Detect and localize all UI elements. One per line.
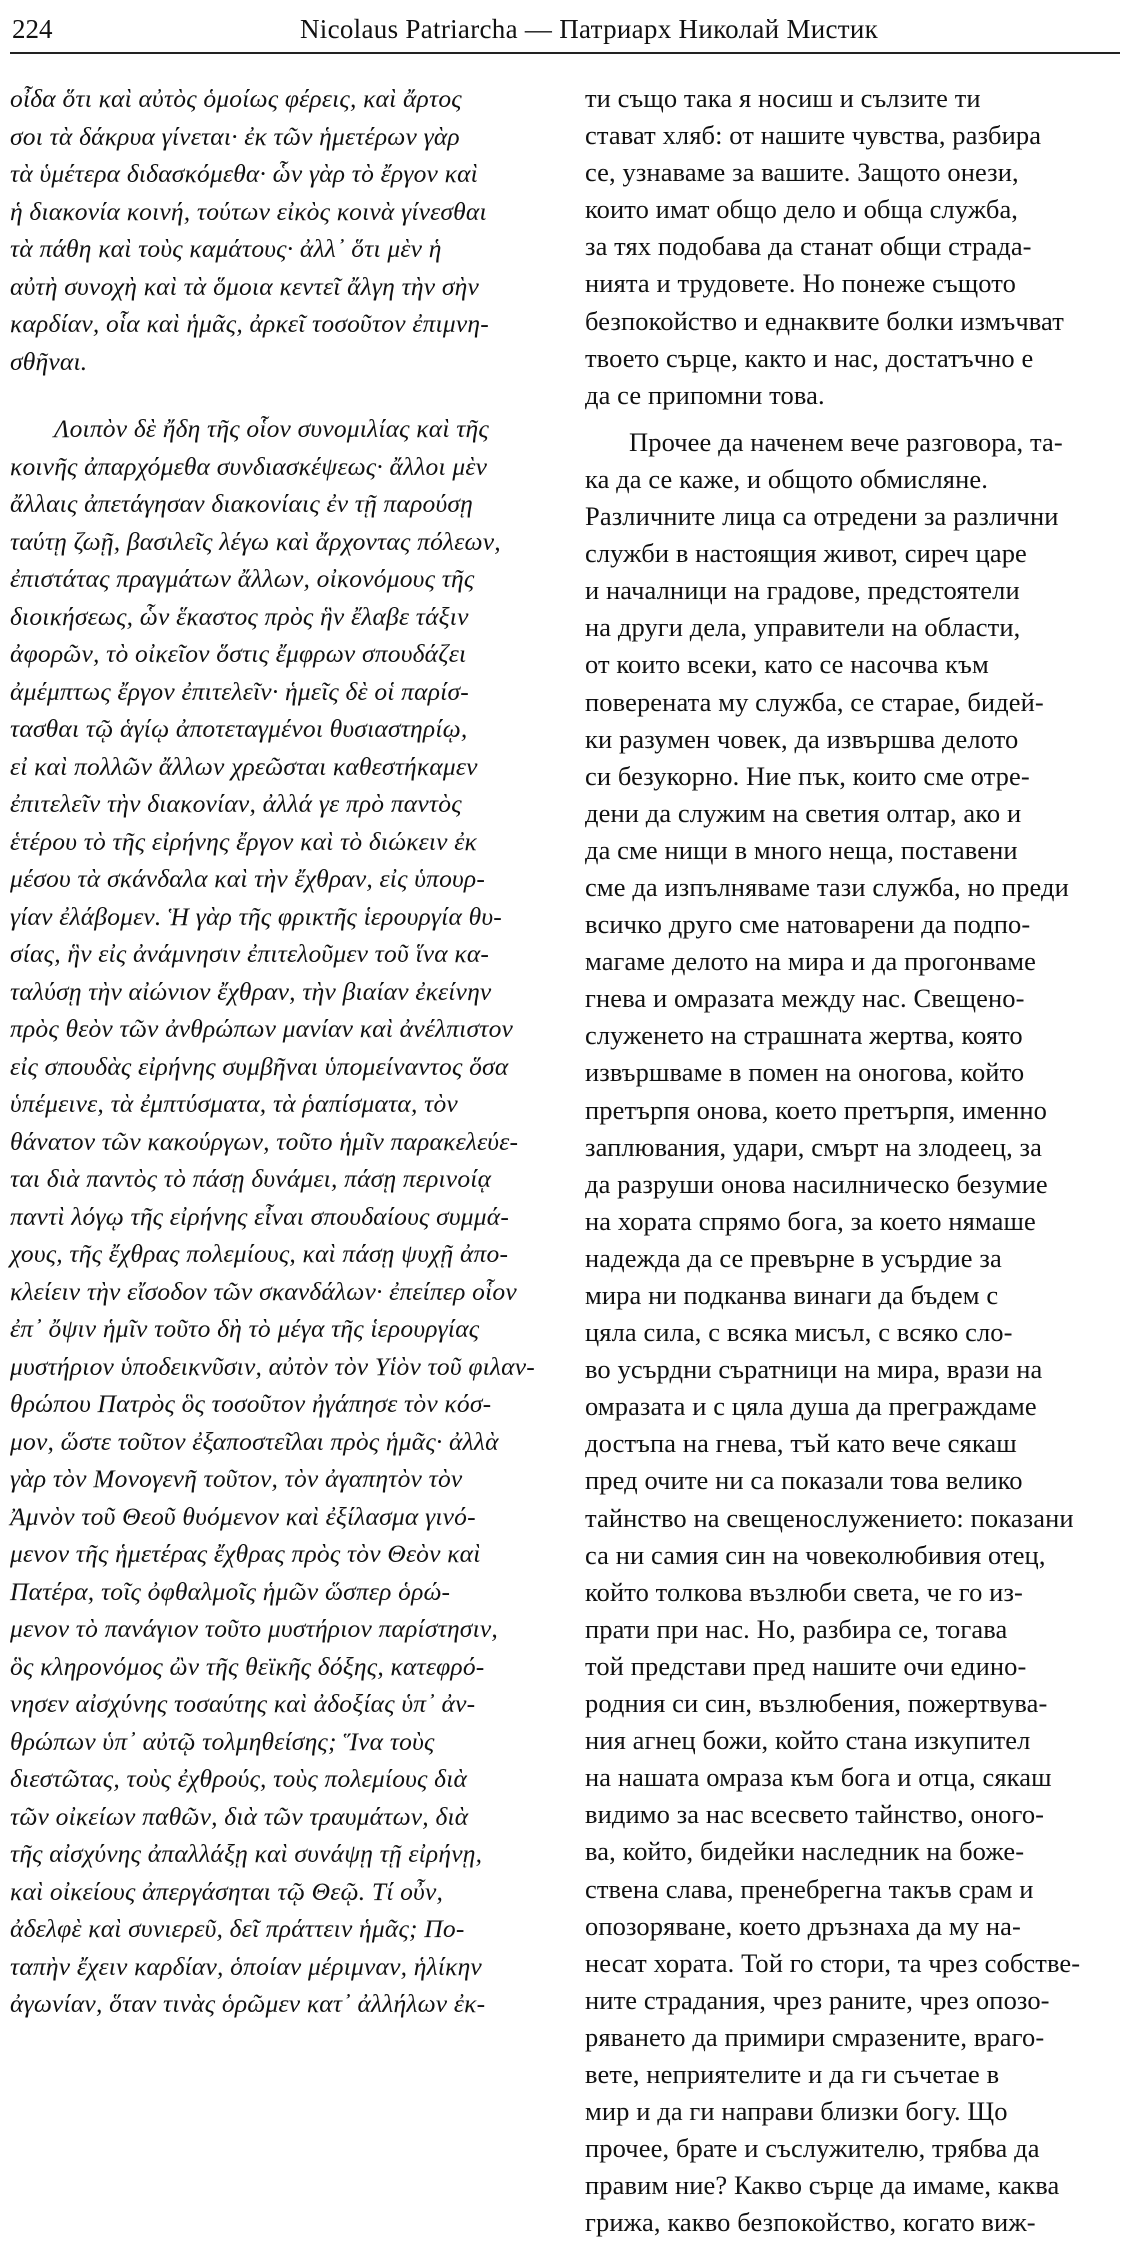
text-line: τῆς αἰσχύνης ἀπαλλάξῃ καὶ συνάψῃ τῇ εἰρήνῃ, bbox=[10, 1839, 483, 1868]
text-line: цяла сила, с всяка мисъл, с всяко сло- bbox=[585, 1317, 1013, 1348]
paragraph-gap bbox=[585, 414, 1130, 424]
text-line: да разруши онова насилническо безумие bbox=[585, 1168, 1048, 1199]
text-line: χους, τῆς ἔχθρας πολεμίους, καὶ πάσῃ ψυχῇ ἀπο- bbox=[10, 1239, 509, 1268]
text-line: ка да се каже, и общото обмисляне. bbox=[585, 463, 988, 494]
text-line: μενον τῆς ἡμετέρας ἔχθρας πρὸς τὸν Θεὸν καὶ bbox=[10, 1539, 481, 1568]
text-line: родния си син, възлюбения, пожертвува- bbox=[585, 1688, 1048, 1719]
header-rule bbox=[10, 52, 1120, 54]
text-line: γίαν ἐλάβομεν. Ἡ γὰρ τῆς φρικτῆς ἱερουργία θυ- bbox=[10, 901, 502, 931]
greek-column bbox=[10, 80, 565, 2018]
text-line: мир и да ги направи близки богу. Що bbox=[585, 2096, 1008, 2127]
text-line: да сме нищи в много неща, поставени bbox=[585, 834, 1018, 865]
text-line: παντὶ λόγῳ τῆς εἰρήνης εἶναι σπουδαίους συμμά- bbox=[10, 1201, 510, 1231]
text-line: магаме делото на мира и да прогонваме bbox=[585, 946, 1036, 977]
bulgarian-column bbox=[585, 80, 1130, 2238]
text-line: γὰρ τὸν Μονογενῆ τοῦτον, τὸν ἀγαπητὸν τὸν bbox=[10, 1464, 463, 1493]
text-line: за тях подобава да станат общи страда- bbox=[585, 231, 1032, 262]
text-line: нията и трудовете. Но понеже същото bbox=[585, 268, 1016, 299]
text-line: дени да служим на светия олтар, ако и bbox=[585, 797, 1022, 828]
greek-paragraph-2 bbox=[10, 410, 565, 2023]
text-line: и началници на градове, предстоятели bbox=[585, 575, 1020, 606]
text-line: си безукорно. Ние пък, които сме отре- bbox=[585, 760, 1030, 791]
text-line: διεστῶτας, τοὺς ἐχθρούς, τοὺς πολεμίους διὰ bbox=[10, 1764, 468, 1793]
text-line: μον, ὥστε τοῦτον ἐξαποστεῖλαι πρὸς ἡμᾶς· ἀλλὰ bbox=[10, 1426, 499, 1456]
text-line: ния агнец божи, който стана изкупител bbox=[585, 1725, 1031, 1756]
text-line: ἐπ᾽ ὄψιν ἡμῖν τοῦτο δὴ τὸ μέγα τῆς ἱερουργίας bbox=[10, 1314, 480, 1343]
text-line: Πατέρα, τοῖς ὀφθαλμοῖς ἡμῶν ὥσπερ ὁρώ- bbox=[10, 1576, 451, 1606]
text-line: μυστήριον ὑποδεικνῦσιν, αὐτὸν τὸν Υἱὸν τοῦ φιλαν- bbox=[10, 1351, 535, 1381]
page-number: 224 bbox=[12, 14, 53, 44]
text-line: Различните лица са отредени за различни bbox=[585, 501, 1059, 532]
text-line: τασθαι τῷ ἁγίῳ ἀποτεταγμένοι θυσιαστηρίῳ, bbox=[10, 714, 468, 743]
text-line: видимо за нас всесвето тайнство, оного- bbox=[585, 1799, 1045, 1830]
text-line: прочее, брате и съслужителю, трябва да bbox=[585, 2133, 1040, 2164]
text-line: всичко друго сме натоварени да подпо- bbox=[585, 909, 1031, 940]
text-line: θρώπων ὑπ᾽ αὐτῷ τολμηθείσης; Ἵνα τοὺς bbox=[10, 1726, 435, 1756]
text-line: се, узнаваме за вашите. Защото онези, bbox=[585, 157, 1019, 188]
text-line: διοικήσεως, ὧν ἕκαστος πρὸς ἣν ἔλαβε τάξιν bbox=[10, 601, 469, 631]
paragraph-gap bbox=[10, 380, 565, 410]
text-line: ἐπιτελεῖν τὴν διακονίαν, ἀλλά γε πρὸ παντὸς bbox=[10, 789, 462, 818]
text-line: ἀδελφὲ καὶ συνιερεῦ, δεῖ πράττειν ἡμᾶς; Πο- bbox=[10, 1914, 465, 1943]
text-line: μέσου τὰ σκάνδαλα καὶ τὴν ἔχθραν, εἰς ὑπουρ- bbox=[10, 864, 486, 893]
text-line: служби в настоящия живот, сиреч царе bbox=[585, 538, 1027, 569]
text-line: твоето сърце, както и нас, достатъчно е bbox=[585, 342, 1034, 373]
text-line: εἰ καὶ πολλῶν ἄλλων χρεῶσται καθεστήκαμεν bbox=[10, 751, 478, 781]
text-line: τὰ πάθη καὶ τοὺς καμάτους· ἀλλ᾽ ὅτι μὲν ἡ bbox=[10, 234, 442, 263]
text-line: ἀφορῶν, τὸ οἰκεῖον ὅστις ἔμφρων σπουδάζει bbox=[10, 639, 467, 668]
text-line: грижа, какво безпокойство, когато виж- bbox=[585, 2207, 1036, 2238]
text-line: са ни самия син на човеколюбивия отец, bbox=[585, 1539, 1046, 1570]
text-line: εἰς σπουδὰς εἰρήνης συμβῆναι ὑπομείναντος ὅσα bbox=[10, 1051, 509, 1081]
text-line: извършваме в помен на оногова, който bbox=[585, 1057, 1025, 1088]
text-line: на хората спрямо бога, за което нямаше bbox=[585, 1205, 1036, 1236]
text-line: претърпя онова, което претърпя, именно bbox=[585, 1094, 1048, 1125]
text-line: ните страдания, чрез раните, чрез опозо- bbox=[585, 1984, 1050, 2015]
greek-paragraph-1 bbox=[10, 80, 565, 380]
text-line: τῶν οἰκείων παθῶν, διὰ τῶν τραυμάτων, διὰ bbox=[10, 1801, 469, 1831]
text-line: от които всеки, като се насочва към bbox=[585, 649, 989, 680]
text-line: ἀμέμπτως ἔργον ἐπιτελεῖν· ἡμεῖς δὲ οἱ παρίσ- bbox=[10, 676, 469, 706]
text-line: гнева и омразата между нас. Свещено- bbox=[585, 983, 1025, 1014]
text-line: во усърдни съратници на мира, врази на bbox=[585, 1354, 1043, 1385]
text-line: ἡ διακονία κοινή, τούτων εἰκὸς κοινὰ γίνεσθαι bbox=[10, 196, 487, 226]
text-line: който толкова възлюби света, че го из- bbox=[585, 1576, 1023, 1607]
text-line: αὐτὴ συνοχὴ καὶ τὰ ὅμοια κεντεῖ ἄλγη τὴν σὴν bbox=[10, 271, 479, 301]
text-line: θάνατον τῶν κακούργων, τοῦτο ἡμῖν παρακελεύε- bbox=[10, 1126, 519, 1156]
text-line: θρώπου Πατρὸς ὃς τοσοῦτον ἠγάπησε τὸν κόσ- bbox=[10, 1389, 492, 1418]
text-line: ἀγωνίαν, ὅταν τινὰς ὁρῶμεν κατ᾽ ἀλλήλων ἐκ- bbox=[10, 1989, 486, 2018]
text-line: безпокойство и еднаквите болки измъчват bbox=[585, 305, 1064, 336]
text-line: Ἀμνὸν τοῦ Θεοῦ θυόμενον καὶ ἐξίλασμα γινό- bbox=[10, 1501, 476, 1531]
text-line: заплювания, удари, смърт на злодеец, за bbox=[585, 1131, 1042, 1162]
text-line: мира ни подканва винаги да бъдем с bbox=[585, 1280, 999, 1310]
text-line: на други дела, управители на области, bbox=[585, 612, 1021, 643]
text-line: ἑτέρου τὸ τῆς εἰρήνης ἔργον καὶ τὸ διώκειν ἐκ bbox=[10, 826, 477, 856]
text-line: μενον τὸ πανάγιον τοῦτο μυστήριον παρίστησιν, bbox=[10, 1614, 498, 1643]
text-line: опозоряване, което дръзнаха да му на- bbox=[585, 1910, 1021, 1941]
text-line: ва, който, бидейки наследник на боже- bbox=[585, 1836, 1025, 1867]
text-line: κοινῆς ἀπαρχόμεθα συνδιασκέψεως· ἄλλοι μὲν bbox=[10, 451, 488, 481]
text-line: ταύτῃ ζωῇ, βασιλεῖς λέγω καὶ ἄρχοντας πόλεων, bbox=[10, 526, 501, 556]
text-line: καρδίαν, οἷα καὶ ἡμᾶς, ἀρκεῖ τοσοῦτον ἐπιμνη- bbox=[10, 309, 489, 338]
text-line: поверената му служба, се старае, бидей- bbox=[585, 686, 1044, 717]
text-line: тайнство на свещенослужението: показани bbox=[585, 1502, 1074, 1533]
bulgarian-paragraph-2 bbox=[585, 424, 1130, 2241]
text-line: които имат общо дело и обща служба, bbox=[585, 194, 1019, 225]
text-line: той представи пред нашите очи едино- bbox=[585, 1650, 1027, 1681]
text-line: прати при нас. Но, разбира се, тогава bbox=[585, 1613, 1008, 1644]
text-line: ἄλλαις ἀπετάγησαν διακονίαις ἐν τῇ παρούσῃ bbox=[10, 489, 474, 518]
text-line: ταπὴν ἔχειν καρδίαν, ὁποίαν μέριμναν, ἡλίκην bbox=[10, 1951, 482, 1981]
text-line: ὑπέμεινε, τὰ ἐμπτύσματα, τὰ ῥαπίσματα, τὸν bbox=[10, 1089, 458, 1118]
text-line: несат хората. Той го стори, та чрез собстве- bbox=[585, 1947, 1081, 1978]
running-head: Nicolaus Patriarcha — Патриарх Николай Мистик bbox=[300, 14, 879, 44]
bulgarian-paragraph-1 bbox=[585, 80, 1130, 414]
text-line: да се припомни това. bbox=[585, 379, 825, 410]
text-line: сме да изпълняваме тази служба, но преди bbox=[585, 871, 1069, 902]
text-line: νησεν αἰσχύνης τοσαύτης καὶ ἀδοξίας ὑπ᾽ ἀν- bbox=[10, 1689, 476, 1718]
text-line: надежда да се превърне в усърдие за bbox=[585, 1242, 1002, 1273]
text-line: ряването да примири смразените, враго- bbox=[585, 2021, 1045, 2052]
text-line: τὰ ὑμέτερα διδασκόμεθα· ὧν γὰρ τὸ ἔργον καὶ bbox=[10, 159, 478, 188]
text-line: омразата и с цяла душа да преграждаме bbox=[585, 1391, 1037, 1422]
text-line: Λοιπὸν δὲ ἤδη τῆς οἷον συνομιλίας καὶ τῆς bbox=[54, 414, 489, 443]
text-line: достъпа на гнева, тъй като вече сякаш bbox=[585, 1428, 1017, 1459]
text-line: ти също така я носиш и сълзите ти bbox=[585, 83, 981, 113]
text-line: служенето на страшната жертва, която bbox=[585, 1020, 1023, 1051]
text-line: ὃς κληρονόμος ὢν τῆς θεϊκῆς δόξης, κατεφρό- bbox=[10, 1651, 485, 1681]
page-header bbox=[0, 0, 1140, 60]
text-line: вете, неприятелите и да ги съчетае в bbox=[585, 2058, 1000, 2089]
text-line: ствена слава, пренебрегна такъв срам и bbox=[585, 1873, 1034, 1904]
text-line: стават хляб: от нашите чувства, разбира bbox=[585, 120, 1042, 151]
text-line: σθῆναι. bbox=[10, 346, 88, 376]
text-line: Прочее да начeнем вече разговора, та- bbox=[629, 426, 1063, 457]
text-line: ται διὰ παντὸς τὸ πάσῃ δυνάμει, πάσῃ περινοίᾳ bbox=[10, 1164, 492, 1193]
text-line: ταλύσῃ τὴν αἰώνιον ἔχθραν, τὴν βιαίαν ἐκείνην bbox=[10, 976, 492, 1006]
text-line: ки разумен човек, да извършва делото bbox=[585, 723, 1019, 754]
text-line: κλείειν τὴν εἴσοδον τῶν σκανδάλων· ἐπείπερ οἷον bbox=[10, 1276, 517, 1306]
text-line: σοι τὰ δάκρυα γίνεται· ἐκ τῶν ἡμετέρων γὰρ bbox=[10, 121, 460, 151]
text-line: ἐπιστάτας πραγμάτων ἄλλων, οἰκονόμους τῆς bbox=[10, 564, 475, 593]
text-line: правим ние? Какво сърце да имаме, каква bbox=[585, 2170, 1060, 2201]
text-line: πρὸς θεὸν τῶν ἀνθρώπων μανίαν καὶ ἀνέλπιστον bbox=[10, 1014, 514, 1043]
text-line: σίας, ἣν εἰς ἀνάμνησιν ἐπιτελοῦμεν τοῦ ἵνα κα- bbox=[10, 939, 490, 968]
text-line: οἶδα ὅτι καὶ αὐτὸς ὁμοίως φέρεις, καὶ ἄρτος bbox=[10, 84, 462, 113]
text-line: на нашата омраза към бога и отца, сякаш bbox=[585, 1762, 1052, 1793]
text-line: пред очите ни са показали това велико bbox=[585, 1465, 1023, 1496]
text-line: καὶ οἰκείους ἀπεργάσηται τῷ Θεῷ. Τί οὖν, bbox=[10, 1876, 444, 1906]
